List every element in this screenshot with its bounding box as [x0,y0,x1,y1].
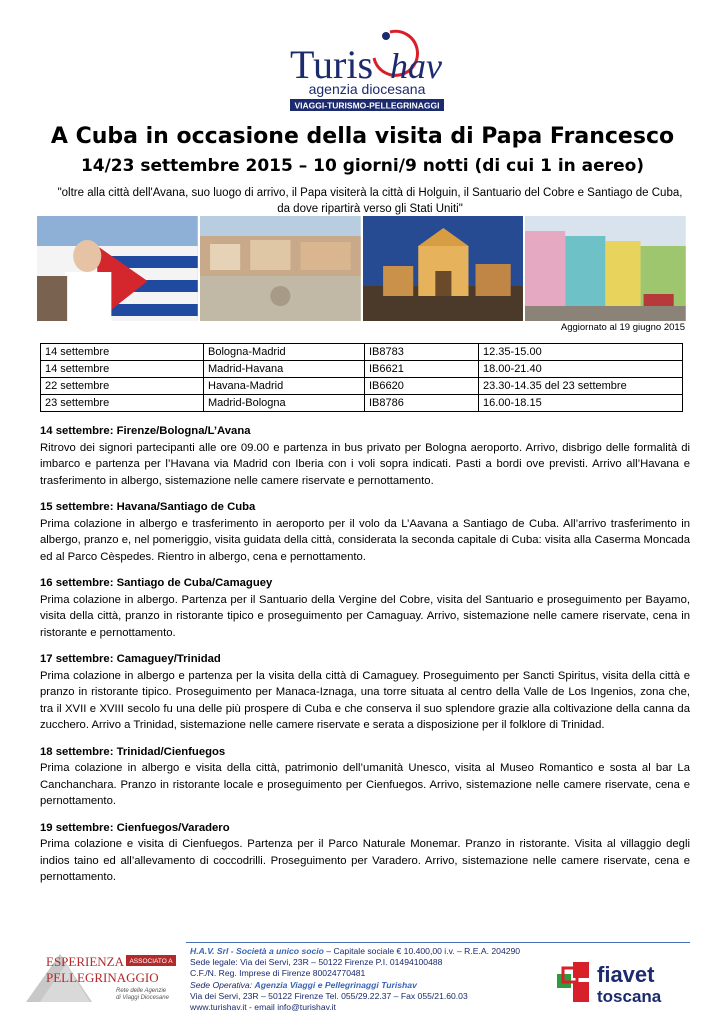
flight-number: IB6620 [365,378,479,395]
flight-row [41,378,683,395]
itinerary [40,423,690,896]
day-title: 18 settembre: Trinidad/Cienfuegos [40,745,226,758]
itinerary-day [40,499,690,565]
fiavet-line1: fiavet [597,962,655,987]
itinerary-day [40,575,690,641]
logo-word2: hav [390,46,442,86]
flight-date: 23 settembre [41,395,204,412]
fiavet-logo [555,958,685,1008]
footer-info [190,946,610,1013]
intro-quote: "oltre alla città dell'Avana, suo luogo di arrivo, il Papa visiterà la città di Holguin, il Santuario del Cobre e Santiago de Cuba, da dove ripartirà verso gli Stati Uniti" [57,187,683,215]
esperienza-line2: PELLEGRINAGGIO [46,970,159,985]
photo-strip [37,216,686,321]
flight-row [41,344,683,361]
logo-line2: agenzia diocesana [308,81,426,97]
day-text: Prima colazione in albergo e partenza per la visita della città di Camaguey. Proseguimento per Sancti Spiritus, visita della città e pranzo in ristorante tipico. Proseguimento per Manaca-Iznaga, una torre situata al centro della Valle de Los Ingenios, zona che, tra il XVII e XVIII secolo fu una delle più prospere di Cuba e che conserva il suo splendore grazie alla coltivazione della canna da zucchero. Arrivo a Trinidad, sistemazione nelle camere riservate e serata a disposizione per il folklore di Trinidad. [40,669,690,731]
day-text: Prima colazione in albergo. Partenza per il Santuario della Vergine del Cobre, visita del Santuario e proseguimento per Bayamo, visita della città, pranzo in ristorante tipico e proseguimento per Camaguay. Arrivo, sistemazione nelle camere riservate, cena in ristorante e pernottamento. [40,593,690,639]
itinerary-day [40,423,690,489]
fiavet-line2: toscana [597,987,662,1006]
footer-sede-legale: Sede legale: Via dei Servi, 23R – 50122 Firenze P.I. 01494100488 [190,957,443,968]
flight-date: 14 settembre [41,361,204,378]
flight-route: Madrid-Havana [204,361,365,378]
footer-address: Via dei Servi, 23R – 50122 Firenze Tel. 055/29.22.37 – Fax 055/21.60.03 [190,990,468,1001]
flight-route: Havana-Madrid [204,378,365,395]
flight-row [41,361,683,378]
footer-cf: C.F./N. Reg. Imprese di Firenze 80024770481 [190,968,366,979]
flight-number: IB8783 [365,344,479,361]
flight-time: 12.35-15.00 [479,344,683,361]
flight-date: 14 settembre [41,344,204,361]
logo-word1: Turis [290,42,374,87]
esperienza-badge: ASSOCIATO A [129,958,173,965]
turishav-logo [286,26,448,114]
footer-company: H.A.V. Srl [190,946,229,956]
day-text: Prima colazione e visita di Cienfuegos. Partenza per il Parco Naturale Monemar. Pranzo in ristorante. Visita al villaggio degli indios taino ed all’allevamento di coccodrilli. Proseguimento per Varadero. Arrivo, sistemazione nelle camere riservate, cena e pernottamento. [40,838,690,883]
footer-capital: – Capitale sociale € 10.400,00 i.v. – R.E.A. 204290 [323,946,521,956]
footer-divider [186,942,690,943]
esperienza-line1: ESPERIENZA [46,954,124,969]
flight-route: Madrid-Bologna [204,395,365,412]
photo-colonial-church [363,216,524,321]
day-title: 14 settembre: Firenze/Bologna/L’Avana [40,425,251,437]
flight-route: Bologna-Madrid [204,344,365,361]
day-title: 19 settembre: Cienfuegos/Varadero [40,821,230,834]
updated-date: Aggiornato al 19 giugno 2015 [560,322,685,333]
footer-web[interactable]: www.turishav.it - email info@turishav.it [190,1002,336,1013]
day-text: Ritrovo dei signori partecipanti alle ore 09.00 e partenza in bus privato per Bologna aeroporto. Arrivo, disbrigo delle formalità di imbarco e partenza per l’Havana via Madrid con Iberia con i voli sopra indicati. Pasti a bordi ove previsti. Arrivo all’Havana e trasferimento in albergo, sistemazione nelle camere riservate e pernottamento. [40,441,690,487]
page-title: A Cuba in occasione della visita di Papa Francesco [50,124,675,149]
flight-time: 18.00-21.40 [479,361,683,378]
esperienza-sub2: di Viaggi Diocesane [116,995,169,1001]
esperienza-sub1: Rete delle Agenzie [116,988,167,994]
footer-company-note: - Società a unico socio [228,946,324,956]
photo-havana-plaza [200,216,361,321]
page-subtitle: 14/23 settembre 2015 – 10 giorni/9 notti (di cui 1 in aereo) [80,156,645,176]
day-title: 15 settembre: Havana/Santiago de Cuba [40,501,256,513]
photo-pope-cuban-flag [37,216,198,321]
itinerary-day [40,820,690,886]
flight-number: IB6621 [365,361,479,378]
flights-table [40,343,683,412]
flight-time: 23.30-14.35 del 23 settembre [479,378,683,395]
flight-number: IB8786 [365,395,479,412]
flight-row [41,395,683,412]
esperienza-pellegrinaggio-logo [20,940,182,1006]
day-title: 16 settembre: Santiago de Cuba/Camaguey [40,577,273,589]
itinerary-day [40,651,690,734]
itinerary-day [40,744,690,810]
photo-colorful-street [525,216,686,321]
flight-time: 16.00-18.15 [479,395,683,412]
day-text: Prima colazione in albergo e visita della città, patrimonio dell’umanità Unesco, visita al Museo Romantico e sosta al bar La Canchanchara. Pranzo in ristorante locale e proseguimento per Cienfuegos. Arrivo, sistemazione nelle camere riservate, cena e pernottamento. [40,762,690,807]
footer-op-label: Sede Operativa: [190,979,255,990]
flight-date: 22 settembre [41,378,204,395]
logo-line3: VIAGGI-TURISMO-PELLEGRINAGGI [294,100,440,111]
day-title: 17 settembre: Camaguey/Trinidad [40,653,221,665]
footer-op-value: Agenzia Viaggi e Pellegrinaggi Turishav [254,979,417,990]
day-text: Prima colazione in albergo e trasferimento in aeroporto per il volo da L’Aavana a Santiago de Cuba. All’arrivo trasferimento in albergo, pranzo e, nel pomeriggio, visita guidata della città, considerata la seconda capitale di Cuba: visita alla Caserma Moncada ed al Parco Cèspedes. Rientro in albergo, cena e pernottamento. [40,517,690,563]
